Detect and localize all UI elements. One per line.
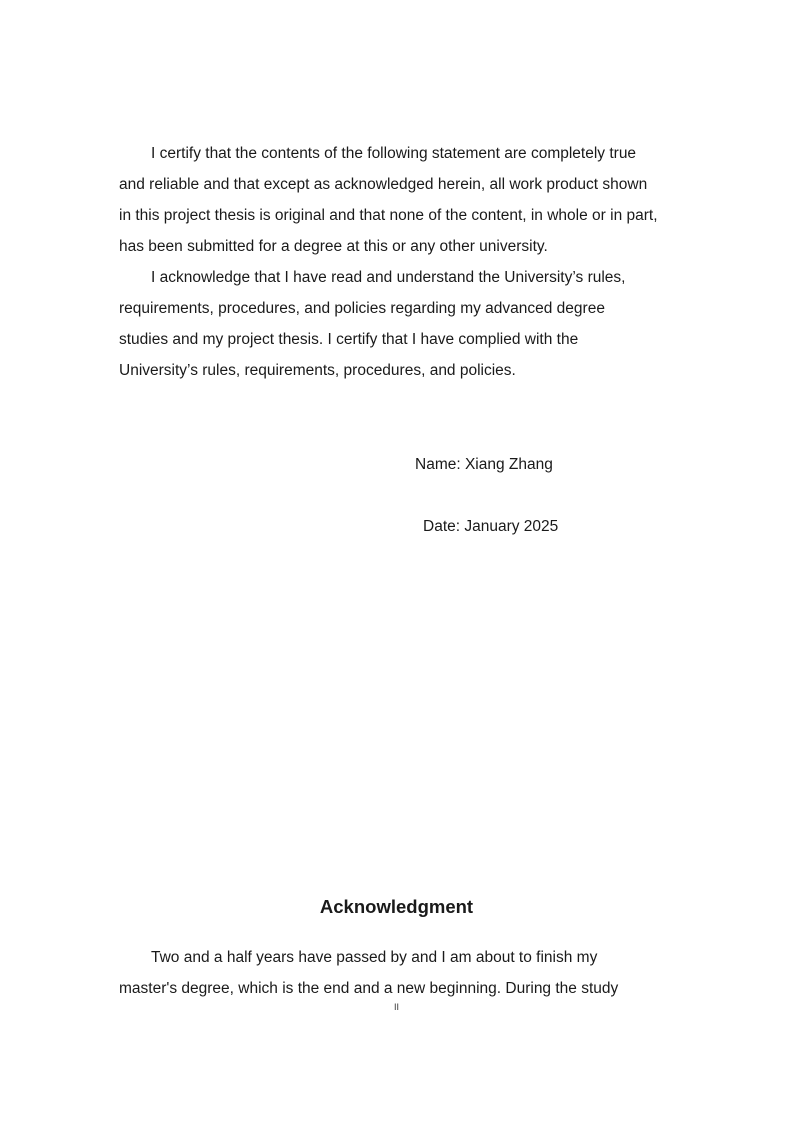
signature-name: Name: Xiang Zhang [415, 456, 553, 473]
certification-paragraph: I certify that the contents of the following statement are completely true and reliable and that except as acknowledged herein, all work product shown in this project thesis is original and that none of the content, in whole or in part, has been submitted for a degree at this or any other university. [119, 145, 658, 255]
acknowledgment-paragraph: Two and a half years have passed by and I am about to finish my master's degree, which is the end and a new beginning. During the study [119, 949, 619, 997]
page-number: II [393, 1002, 399, 1012]
certification-paragraph: I acknowledge that I have read and understand the University’s rules, requirements, procedures, and policies regarding my advanced degree studies and my project thesis. I certify that I have complied with the University’s rules, requirements, procedures, and policies. [119, 269, 626, 379]
certification-statement [119, 138, 689, 386]
acknowledgment-body [119, 942, 689, 1004]
signature-date: Date: January 2025 [423, 518, 559, 535]
acknowledgment-heading: Acknowledgment [319, 896, 474, 917]
